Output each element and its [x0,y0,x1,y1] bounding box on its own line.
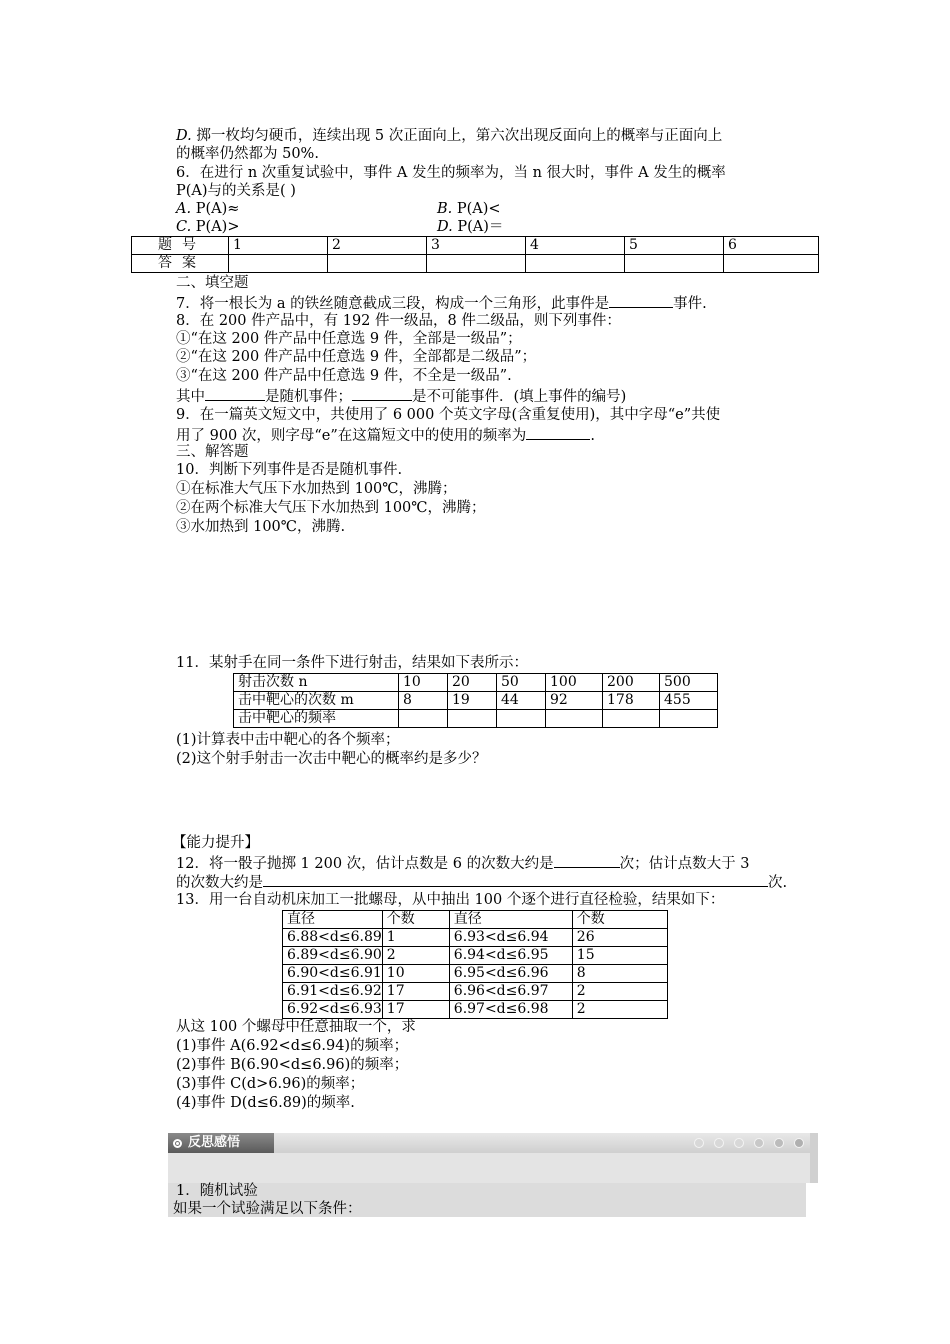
ability-title: 【能力提升】 [172,835,259,851]
diameter-table [282,910,668,1019]
list-item: (3)事件 C(d>6.96)的频率； [176,1076,365,1092]
list-item: ③水加热到 100℃，沸腾. [176,519,346,535]
decor-dot-icon [754,1138,764,1148]
answer-cell-5[interactable] [625,255,724,273]
q12-blank-six[interactable] [554,853,620,868]
reflection-item-1: 1．随机试验 [176,1183,258,1199]
table-row: 击中靶心的次数 m 8 19 44 92 178 455 [234,692,718,710]
answer-cell-3[interactable] [427,255,526,273]
list-item: (1)事件 A(6.92<d≤6.94)的频率； [176,1038,409,1054]
q9-blank[interactable] [526,425,590,440]
reflection-item-1-desc: 如果一个试验满足以下条件： [173,1201,362,1217]
target-icon [173,1139,182,1148]
shooting-table [233,673,718,728]
option-text-cont: 的概率仍然都为 50%. [176,146,319,162]
frequency-cell[interactable] [399,710,448,728]
row-label-number: 题号 [132,237,229,255]
q7-blank[interactable] [609,293,673,308]
list-item: ②“在这 200 件产品中任意选 9 件，全部都是二级品”； [176,349,537,365]
answer-cell-6[interactable] [724,255,819,273]
row-label-answer: 答案 [132,255,229,273]
q13-intro: 13．用一台自动机床加工一批螺母，从中抽出 100 个逐个进行直径检验，结果如下： [176,892,725,908]
table-row: 6.92<d≤6.93 17 6.97<d≤6.98 2 [283,1001,668,1019]
header-edge [810,1133,818,1183]
frequency-cell[interactable] [546,710,603,728]
option-letter: D. [176,128,192,144]
q11-sub-1: (1)计算表中击中靶心的各个频率； [176,732,400,748]
q8-blank-impossible[interactable] [352,386,412,401]
frequency-cell[interactable] [448,710,497,728]
q6-line1: 6．在进行 n 次重复试验中，事件 A 发生的频率为，当 n 很大时，事件 A 发生的概率 [176,165,726,181]
list-item: (2)事件 B(6.90<d≤6.96)的频率； [176,1057,409,1073]
decor-dot-icon [774,1138,784,1148]
list-item: ①“在这 200 件产品中任意选 9 件，全部是一级品”； [176,331,522,347]
answer-cell-2[interactable] [328,255,427,273]
list-item: (4)事件 D(d≤6.89)的频率. [176,1095,355,1111]
q6-option-d: D. P(A)＝ [437,219,504,235]
reflection-header [168,1133,818,1183]
table-row: 6.91<d≤6.92 17 6.96<d≤6.97 2 [283,983,668,1001]
answer-cell-1[interactable] [229,255,328,273]
section-3-title: 三、解答题 [176,444,249,460]
option-text: 掷一枚均匀硬币，连续出现 5 次正面向上，第六次出现反面向上的概率与正面向上 [196,128,723,144]
table-row: 直径 个数 直径 个数 [283,911,668,929]
q8-blank-random[interactable] [205,386,265,401]
question-7: 7．将一根长为 a 的铁丝随意截成三段，构成一个三角形，此事件是 事件. [176,293,707,313]
table-row: 6.90<d≤6.91 10 6.95<d≤6.96 8 [283,965,668,983]
q13-prompt: 从这 100 个螺母中任意抽取一个，求 [176,1019,416,1035]
decor-dot-icon [734,1138,744,1148]
table-row: 6.88<d≤6.89 1 6.93<d≤6.94 26 [283,929,668,947]
decor-dot-icon [794,1138,804,1148]
q6-option-c: C. P(A)> [176,219,240,235]
table-row: 题号 1 2 3 4 5 6 [132,237,819,255]
list-item: ①在标准大气压下水加热到 100℃，沸腾； [176,481,457,497]
q6-option-b: B. P(A)< [437,201,501,217]
table-row: 击中靶心的频率 [234,710,718,728]
frequency-cell[interactable] [660,710,718,728]
header-bar [168,1133,818,1153]
q6-option-a: A. P(A)≈ [176,201,240,217]
frequency-cell[interactable] [497,710,546,728]
table-row [132,255,819,273]
q11-sub-2: (2)这个射手射击一次击中靶心的概率约是多少？ [176,751,487,767]
answer-table [131,236,819,273]
table-row: 射击次数 n 10 20 50 100 200 500 [234,674,718,692]
list-item: ③“在这 200 件产品中任意选 9 件，不全是一级品”. [176,368,512,384]
q6-line2: P(A)与的关系是( ) [176,183,296,199]
section-2-title: 二、填空题 [176,275,249,291]
frequency-cell[interactable] [603,710,660,728]
decor-dot-icon [694,1138,704,1148]
list-item: ②在两个标准大气压下水加热到 100℃，沸腾； [176,500,486,516]
table-row: 6.89<d≤6.90 2 6.94<d≤6.95 15 [283,947,668,965]
reflection-title-label: 反思感悟 [168,1133,274,1153]
answer-cell-4[interactable] [526,255,625,273]
q11-intro: 11．某射手在同一条件下进行射击，结果如下表所示： [176,655,528,671]
decor-dot-icon [714,1138,724,1148]
q12-blank-gt3[interactable] [263,872,768,887]
